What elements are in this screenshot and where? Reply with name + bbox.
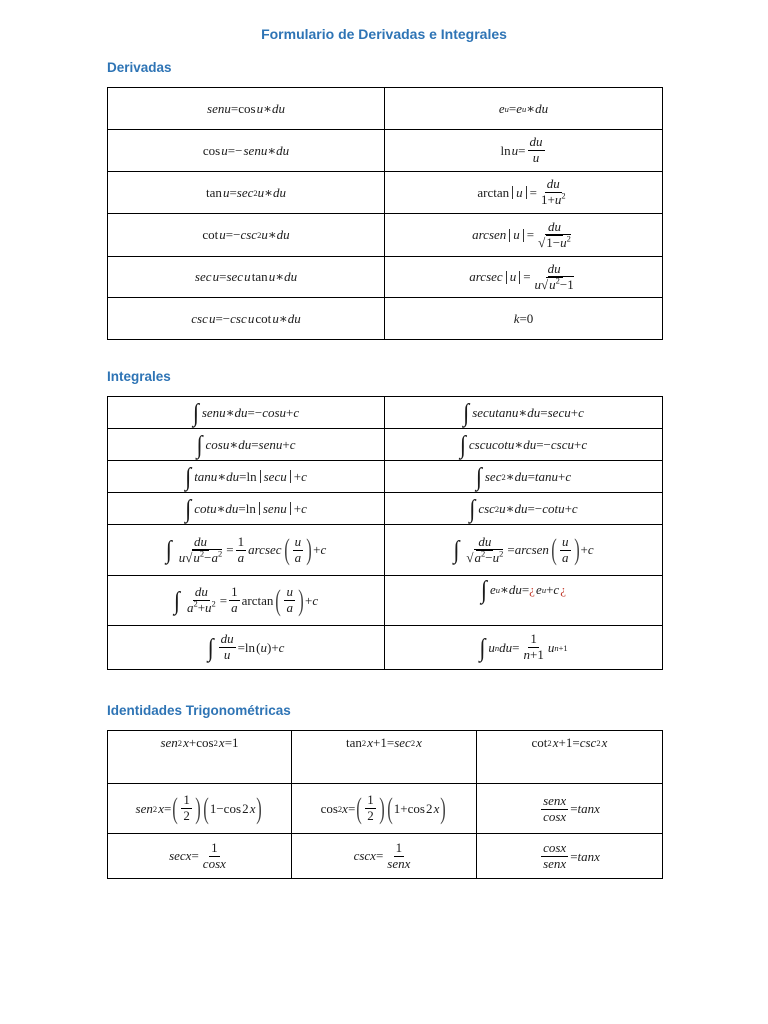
section-heading-derivadas: Derivadas bbox=[107, 60, 172, 75]
formula-cell: tan 2 x +1= sec 2 x bbox=[292, 731, 477, 784]
table-row bbox=[108, 172, 663, 214]
formula-cell: ∫ e u ∗ du = ¿ e u + c ¿ bbox=[385, 576, 663, 626]
section-heading-identidades: Identidades Trigonométricas bbox=[107, 703, 291, 718]
formula-cell: ∫ senu ∗ du =− cosu + c bbox=[108, 397, 385, 429]
derivatives-table bbox=[107, 87, 663, 340]
formula-cell: ∫ secu tanu ∗ du = secu + c bbox=[385, 397, 663, 429]
table-row bbox=[108, 429, 663, 461]
table-row bbox=[108, 626, 663, 670]
formula-cell: tan u = sec 2 u ∗ du bbox=[108, 172, 385, 214]
table-row bbox=[108, 461, 663, 493]
formula-cell: ∫ cscucotu ∗ du =− cscu + c bbox=[385, 429, 663, 461]
section-heading-integrales: Integrales bbox=[107, 369, 171, 384]
formula-cell: e u = e u ∗ du bbox=[385, 88, 663, 130]
table-row bbox=[108, 214, 663, 257]
formula-cell: sen u =cos u ∗ du bbox=[108, 88, 385, 130]
table-row bbox=[108, 576, 663, 626]
formula-cell: arcsec u = $\frac{du}{u√u^2-1}$ bbox=[385, 257, 663, 298]
table-row bbox=[108, 784, 663, 834]
table-row bbox=[108, 397, 663, 429]
formula-cell: ∫ cotu ∗ du =ln senu + c bbox=[108, 493, 385, 525]
formula-cell: cscx = $\frac{1}{\text{senx}}$ bbox=[292, 834, 477, 879]
identities-table bbox=[107, 730, 663, 879]
formula-cell: sen 2 x = ( $\frac{1}{2}$ ) ( 1−cos 2 x ) bbox=[108, 784, 292, 834]
table-row bbox=[108, 257, 663, 298]
formula-cell: ∫ sec 2 ∗ du = tanu + c bbox=[385, 461, 663, 493]
formula-cell: cot u =− csc 2 u ∗ du bbox=[108, 214, 385, 257]
formula-cell: sec u = sec u tan u ∗ du bbox=[108, 257, 385, 298]
integrals-table bbox=[107, 396, 663, 670]
formula-cell: secx = $\frac{1}{\cos x}$ bbox=[108, 834, 292, 879]
formula-cell: arctan u = $\frac{du}{1+u^2}$ bbox=[385, 172, 663, 214]
formula-cell: ∫ cosu ∗ du = senu + c bbox=[108, 429, 385, 461]
formula-cell: k =0 bbox=[385, 298, 663, 340]
table-row bbox=[108, 130, 663, 172]
table-row bbox=[108, 525, 663, 576]
formula-cell: cot 2 x +1= csc 2 x bbox=[477, 731, 663, 784]
formula-cell: arcsen u = $\frac{du}{√1-u^2}$ bbox=[385, 214, 663, 257]
formula-cell: ∫ $\frac{du}{u}$ =ln ( u ) + c bbox=[108, 626, 385, 670]
table-row bbox=[108, 88, 663, 130]
table-row bbox=[108, 493, 663, 525]
formula-cell: ∫ $\frac{du}{a^2+u^2}$ = $\frac{1}{a}$ arctan ( $\frac{u}{a}$ ) + c bbox=[108, 576, 385, 626]
formula-cell: $\frac{\text{senx}}{\cos x}$ = tanx bbox=[477, 784, 663, 834]
formula-cell: ∫ $\frac{du}{√a^2-u^2}$ = arcsen ( $\frac{u}{a}$ ) + c bbox=[385, 525, 663, 576]
formula-cell: sen 2 x +cos 2 x =1 bbox=[108, 731, 292, 784]
table-row bbox=[108, 298, 663, 340]
formula-cell: $\frac{\cos x}{\text{senx}}$ = tanx bbox=[477, 834, 663, 879]
formula-cell: ∫ tanu ∗ du =ln secu + c bbox=[108, 461, 385, 493]
formula-cell: ln u = $\frac{du}{u}$ bbox=[385, 130, 663, 172]
formula-cell: ∫ $\frac{du}{u√u^2-a^2}$ = $\frac{1}{a}$ arcsec ( $\frac{u}{a}$ ) + c bbox=[108, 525, 385, 576]
formula-cell: ∫ u n du = $\frac{1}{n+1}$ u n+1 bbox=[385, 626, 663, 670]
table-row bbox=[108, 731, 663, 784]
table-row bbox=[108, 834, 663, 879]
formula-cell: cos u =− sen u ∗ du bbox=[108, 130, 385, 172]
formula-cell: ∫ csc 2 u ∗ du =− cotu + c bbox=[385, 493, 663, 525]
formula-cell: cos 2 x = ( $\frac{1}{2}$ ) ( 1+cos 2 x ) bbox=[292, 784, 477, 834]
formula-cell: csc u =− csc u cot u ∗ du bbox=[108, 298, 385, 340]
page-title: Formulario de Derivadas e Integrales bbox=[261, 26, 507, 42]
